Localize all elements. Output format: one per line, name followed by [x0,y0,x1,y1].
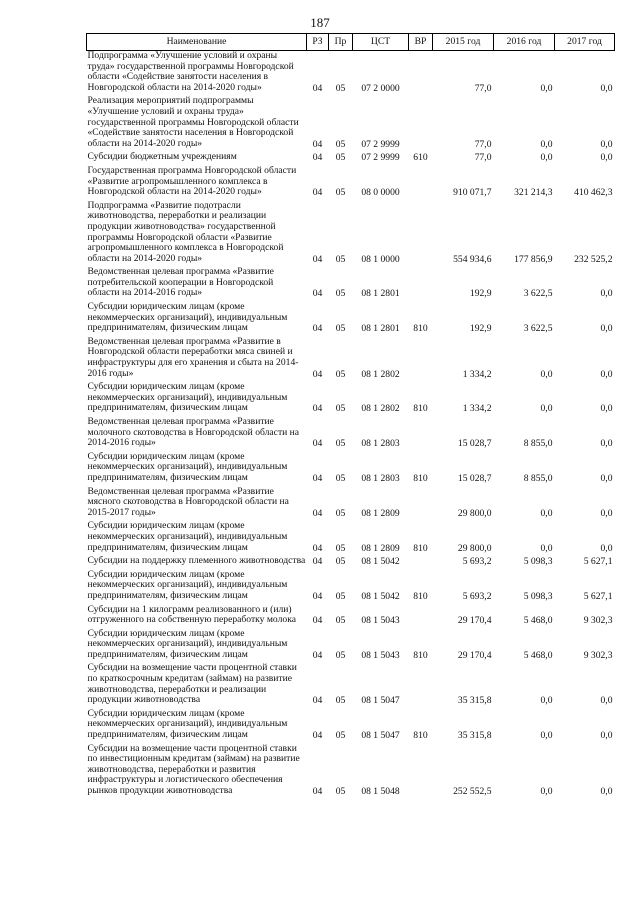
cell-pr: 05 [335,615,346,627]
cell-amount-2015: 35 315,8 [457,695,492,707]
header-2016: 2016 год [494,34,555,51]
cell-name: Субсидии юридическим лицам (кроме некоммерческих организаций), индивидуальным предпринимателям, физическим лицам [87,707,288,741]
table-row [87,51,615,95]
cell-cst: 08 1 5042 [361,556,400,568]
cell-cst: 08 1 2801 [361,323,400,335]
cell-name: Подпрограмма «Улучшение условий и охраны труда» государственной программы Новгородской области «Содействие занятости населения в Новгородской области на 2014-2020 годы» [87,50,294,93]
cell-amount-2016: 0,0 [540,542,553,554]
cell-amount-2015: 77,0 [474,82,492,94]
table-row [87,300,615,335]
cell-vr [409,199,433,266]
cell-name: Субсидии на возмещение части процентной ставки по инвестиционным кредитам (займам) на развитие животноводства, переработки и развития инфраструктуры и логистического обеспечения рынков продукции животноводства [87,742,300,796]
cell-vr: 810 [413,403,428,415]
cell-amount-2017: 0,0 [600,323,613,335]
cell-amount-2017: 0,0 [600,288,613,300]
cell-cst: 08 1 0000 [361,253,400,265]
cell-vr [409,603,433,627]
cell-cst: 08 1 5043 [361,615,400,627]
cell-amount-2017: 0,0 [600,507,613,519]
cell-pr: 05 [335,403,346,415]
cell-cst: 08 1 2803 [361,438,400,450]
cell-vr [409,415,433,450]
cell-amount-2017: 0,0 [600,82,613,94]
cell-cst: 08 1 2802 [361,368,400,380]
cell-rz: 04 [312,288,323,300]
cell-amount-2016: 0,0 [540,695,553,707]
table-row [87,707,615,742]
cell-name: Субсидии юридическим лицам (кроме некоммерческих организаций), индивидуальным предпринимателям, физическим лицам [87,627,288,660]
cell-amount-2016: 321 214,3 [514,187,553,199]
cell-amount-2015: 252 552,5 [453,786,492,797]
cell-pr: 05 [335,649,346,661]
cell-amount-2017: 0,0 [600,403,613,415]
cell-amount-2016: 0,0 [540,786,553,797]
cell-vr [409,94,433,150]
cell-cst: 07 2 9999 [361,138,400,150]
header-pr: Пр [329,34,353,51]
header-2015: 2015 год [433,34,494,51]
cell-vr: 810 [413,323,428,335]
table-row [87,265,615,300]
cell-amount-2016: 5 468,0 [523,649,553,661]
cell-rz: 04 [312,649,323,661]
cell-vr [409,265,433,300]
cell-amount-2015: 15 028,7 [457,472,492,484]
table-row [87,485,615,520]
cell-amount-2015: 29 170,4 [457,615,492,627]
cell-rz: 04 [312,253,323,265]
cell-amount-2017: 0,0 [600,368,613,380]
cell-amount-2015: 77,0 [474,138,492,150]
table-row [87,603,615,627]
cell-name: Субсидии на поддержку племенного животноводства [87,555,306,567]
cell-amount-2015: 5 693,2 [462,556,492,568]
cell-rz: 04 [312,368,323,380]
cell-rz: 04 [312,786,323,797]
cell-amount-2017: 9 302,3 [583,615,613,627]
cell-amount-2016: 0,0 [540,138,553,150]
cell-pr: 05 [335,82,346,94]
header-2017: 2017 год [555,34,615,51]
cell-pr: 05 [335,730,346,742]
table-row [87,554,615,568]
cell-amount-2016: 5 098,3 [523,590,553,602]
cell-name: Субсидии на возмещение части процентной ставки по краткосрочным кредитам (займам) на развитие животноводства, переработки и реализации продукции животноводства [87,662,297,706]
cell-pr: 05 [335,695,346,707]
cell-name: Подпрограмма «Развитие подотрасли животноводства, переработки и реализации продукции животноводства» государственной программы Новгородской области «Развитие агропромышленного комплекса в Новгородской области на 2014-2020 годы» [87,199,284,264]
cell-rz: 04 [312,507,323,519]
cell-rz: 04 [312,438,323,450]
table-row [87,519,615,554]
cell-amount-2015: 29 800,0 [457,542,492,554]
cell-rz: 04 [312,542,323,554]
cell-pr: 05 [335,590,346,602]
cell-amount-2017: 0,0 [600,472,613,484]
cell-vr: 810 [413,472,428,484]
cell-amount-2016: 0,0 [540,82,553,94]
cell-amount-2015: 554 934,6 [453,253,492,265]
cell-rz: 04 [312,403,323,415]
cell-pr: 05 [335,786,346,797]
cell-amount-2017: 232 525,2 [574,253,613,265]
header-cst: ЦСТ [353,34,409,51]
cell-cst: 08 1 5047 [361,730,400,742]
cell-vr [409,742,433,798]
cell-amount-2017: 5 627,1 [583,590,613,602]
cell-cst: 07 2 0000 [361,82,400,94]
cell-rz: 04 [312,152,323,164]
cell-rz: 04 [312,730,323,742]
cell-name: Субсидии на 1 килограмм реализованного и (или) отгруженного на собственную переработку молока [87,603,296,626]
table-row [87,335,615,380]
cell-pr: 05 [335,138,346,150]
cell-vr: 610 [413,152,428,164]
cell-name: Ведомственная целевая программа «Развитие молочного скотоводства в Новгородской области на 2014-2016 годы» [87,416,300,449]
cell-amount-2015: 5 693,2 [462,590,492,602]
cell-name: Субсидии юридическим лицам (кроме некоммерческих организаций), индивидуальным предпринимателям, физическим лицам [87,301,288,334]
cell-vr: 810 [413,542,428,554]
cell-pr: 05 [335,542,346,554]
cell-name: Субсидии юридическим лицам (кроме некоммерческих организаций), индивидуальным предпринимателям, физическим лицам [87,450,288,483]
cell-amount-2015: 1 334,2 [462,403,492,415]
budget-table [86,33,615,798]
cell-amount-2016: 0,0 [540,368,553,380]
cell-cst: 08 1 2809 [361,542,400,554]
cell-rz: 04 [312,323,323,335]
cell-pr: 05 [335,368,346,380]
cell-cst: 08 1 5048 [361,786,400,797]
cell-amount-2015: 1 334,2 [462,368,492,380]
cell-vr: 810 [413,590,428,602]
cell-amount-2015: 192,9 [469,288,492,300]
table-row [87,661,615,706]
cell-pr: 05 [335,253,346,265]
cell-amount-2017: 0,0 [600,786,613,797]
cell-cst: 08 1 5047 [361,695,400,707]
cell-cst: 08 1 5043 [361,649,400,661]
cell-cst: 08 1 2801 [361,288,400,300]
cell-cst: 08 1 5042 [361,590,400,602]
cell-pr: 05 [335,288,346,300]
cell-rz: 04 [312,695,323,707]
cell-amount-2017: 0,0 [600,152,613,164]
cell-name: Ведомственная целевая программа «Развитие потребительской кооперации в Новгородской области на 2014-2016 годы» [87,266,274,299]
cell-amount-2016: 3 622,5 [523,323,553,335]
cell-vr: 810 [413,649,428,661]
cell-amount-2015: 29 800,0 [457,507,492,519]
cell-vr [409,51,433,95]
cell-rz: 04 [312,556,323,568]
cell-pr: 05 [335,323,346,335]
cell-vr [409,661,433,706]
cell-rz: 04 [312,138,323,150]
cell-amount-2016: 3 622,5 [523,288,553,300]
cell-name: Ведомственная целевая программа «Развитие мясного скотоводства в Новгородской области на 2015-2017 годы» [87,485,289,518]
cell-name: Субсидии юридическим лицам (кроме некоммерческих организаций), индивидуальным предпринимателям, физическим лицам [87,381,288,414]
cell-pr: 05 [335,438,346,450]
cell-cst: 08 1 2809 [361,507,400,519]
cell-amount-2016: 8 855,0 [523,438,553,450]
table-row [87,164,615,199]
table-row [87,742,615,798]
cell-name: Реализация мероприятий подпрограммы «Улучшение условий и охраны труда» государственной программы Новгородской области «Содействие занятости населения в Новгородской области на 2014-2020 годы» [87,95,299,149]
cell-amount-2016: 8 855,0 [523,472,553,484]
table-row [87,450,615,485]
cell-vr [409,164,433,199]
cell-vr: 810 [413,730,428,742]
cell-vr [409,485,433,520]
cell-name: Ведомственная целевая программа «Развитие в Новгородской области переработки мяса свиней и инфраструктуры для его хранения и сбыта на 2014-2016 годы» [87,335,299,379]
cell-name: Субсидии юридическим лицам (кроме некоммерческих организаций), индивидуальным предпринимателям, физическим лицам [87,520,288,553]
table-row [87,150,615,164]
cell-rz: 04 [312,615,323,627]
table-row [87,627,615,662]
cell-pr: 05 [335,507,346,519]
cell-rz: 04 [312,82,323,94]
cell-amount-2016: 5 098,3 [523,556,553,568]
table-header [87,34,615,51]
cell-cst: 08 0 0000 [361,187,400,199]
cell-amount-2015: 29 170,4 [457,649,492,661]
cell-amount-2016: 5 468,0 [523,615,553,627]
table-row [87,199,615,266]
cell-amount-2017: 0,0 [600,438,613,450]
table-row [87,568,615,603]
table-row [87,415,615,450]
cell-rz: 04 [312,187,323,199]
cell-amount-2017: 9 302,3 [583,649,613,661]
cell-amount-2017: 0,0 [600,542,613,554]
cell-vr [409,554,433,568]
header-vr: ВР [409,34,433,51]
cell-amount-2015: 192,9 [469,323,492,335]
cell-name: Субсидии бюджетным учреждениям [87,151,237,163]
table-row [87,94,615,150]
cell-amount-2017: 410 462,3 [574,187,613,199]
cell-name: Субсидии юридическим лицам (кроме некоммерческих организаций), индивидуальным предпринимателям, физическим лицам [87,568,288,601]
cell-amount-2017: 0,0 [600,695,613,707]
cell-amount-2015: 35 315,8 [457,730,492,742]
cell-cst: 08 1 2802 [361,403,400,415]
cell-vr [409,335,433,380]
header-name: Наименование [87,34,307,51]
cell-amount-2016: 0,0 [540,403,553,415]
cell-pr: 05 [335,152,346,164]
cell-amount-2016: 0,0 [540,507,553,519]
cell-amount-2016: 0,0 [540,730,553,742]
cell-amount-2015: 15 028,7 [457,438,492,450]
cell-amount-2016: 0,0 [540,152,553,164]
table-body [87,51,615,798]
cell-amount-2015: 910 071,7 [453,187,492,199]
cell-amount-2016: 177 856,9 [514,253,553,265]
cell-pr: 05 [335,187,346,199]
cell-rz: 04 [312,472,323,484]
cell-pr: 05 [335,556,346,568]
cell-rz: 04 [312,590,323,602]
cell-amount-2017: 0,0 [600,730,613,742]
cell-pr: 05 [335,472,346,484]
cell-amount-2017: 0,0 [600,138,613,150]
table-row [87,380,615,415]
cell-amount-2017: 5 627,1 [583,556,613,568]
cell-name: Государственная программа Новгородской области «Развитие агропромышленного комплекса в Новгородской области на 2014-2020 годы» [87,164,297,198]
cell-amount-2015: 77,0 [474,152,492,164]
cell-cst: 07 2 9999 [361,152,400,164]
page-number: 187 [310,15,330,30]
cell-cst: 08 1 2803 [361,472,400,484]
header-rz: РЗ [307,34,329,51]
